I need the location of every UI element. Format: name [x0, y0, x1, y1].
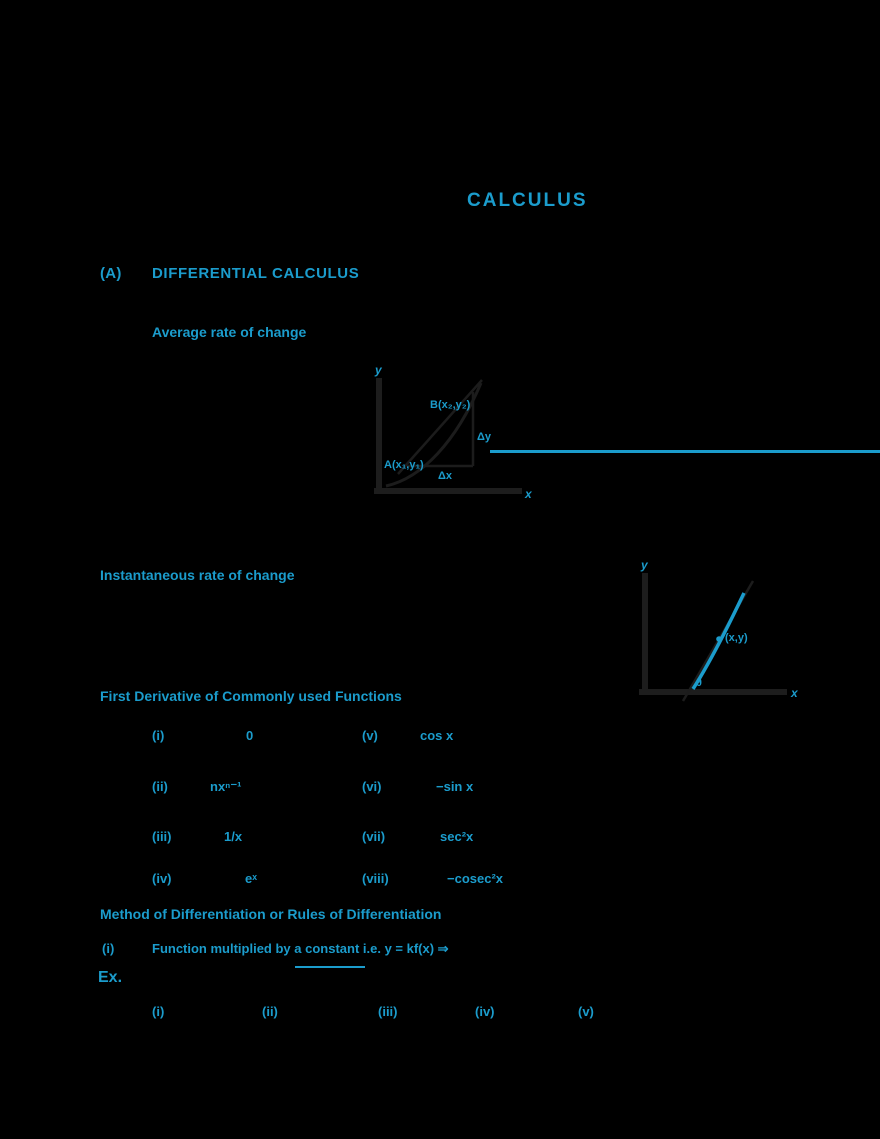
derivative-item-number: (vi) — [362, 779, 382, 794]
example-item-number: (ii) — [262, 1004, 278, 1019]
graph1-delta-y-label: Δy — [477, 431, 492, 443]
example-item-number: (v) — [578, 1004, 594, 1019]
instantaneous-rate-heading: Instantaneous rate of change — [100, 567, 295, 583]
derivative-item-number: (i) — [152, 728, 165, 743]
rule1-number: (i) — [102, 941, 115, 956]
page-title: CALCULUS — [467, 190, 588, 211]
section-a-label: (A) — [100, 265, 122, 282]
graph1-delta-x-label: Δx — [438, 470, 453, 482]
instantaneous-rate-graph — [625, 555, 825, 705]
example-item-number: (i) — [152, 1004, 165, 1019]
derivative-item-number: (v) — [362, 728, 378, 743]
graph2-point-label: (x,y) — [725, 632, 748, 644]
example-item-number: (iii) — [378, 1004, 398, 1019]
derivative-result: −sin x — [436, 779, 474, 794]
derivative-result: nxⁿ⁻¹ — [210, 779, 242, 794]
derivative-result: 0 — [246, 728, 254, 743]
derivative-item-number: (iii) — [152, 829, 172, 844]
fraction-bar — [295, 966, 365, 968]
rule1-text: Function multiplied by a constant i.e. y = kf(x) ⇒ — [152, 941, 449, 956]
graph2-point-marker — [716, 636, 722, 642]
graph1-point-a-label: A(x₁,y₁) — [384, 459, 424, 471]
derivative-item-number: (iv) — [152, 871, 172, 886]
derivative-result: sec²x — [440, 829, 474, 844]
derivative-item-number: (viii) — [362, 871, 389, 886]
graph1-point-b-label: B(x₂,y₂) — [430, 399, 471, 411]
derivative-item-number: (ii) — [152, 779, 168, 794]
derivative-result: −cosec²x — [447, 871, 504, 886]
graph1-x-label: x — [525, 487, 532, 501]
methods-heading: Method of Differentiation or Rules of Differentiation — [100, 906, 442, 922]
example-item-number: (iv) — [475, 1004, 495, 1019]
graph2-y-label: y — [641, 558, 648, 572]
derivative-result: eˣ — [245, 871, 257, 886]
first-derivative-heading: First Derivative of Commonly used Functions — [100, 688, 402, 704]
graph2-x-label: x — [791, 686, 798, 700]
derivative-result: 1/x — [224, 829, 243, 844]
derivative-result: cos x — [420, 728, 454, 743]
example-label: Ex. — [98, 969, 123, 986]
callout-line — [490, 450, 880, 453]
average-rate-graph — [360, 358, 570, 508]
derivative-item-number: (vii) — [362, 829, 386, 844]
average-rate-heading: Average rate of change — [152, 324, 307, 340]
section-a-heading: DIFFERENTIAL CALCULUS — [152, 265, 360, 282]
graph1-y-label: y — [375, 363, 382, 377]
graph2-angle-label: θ — [696, 677, 702, 689]
